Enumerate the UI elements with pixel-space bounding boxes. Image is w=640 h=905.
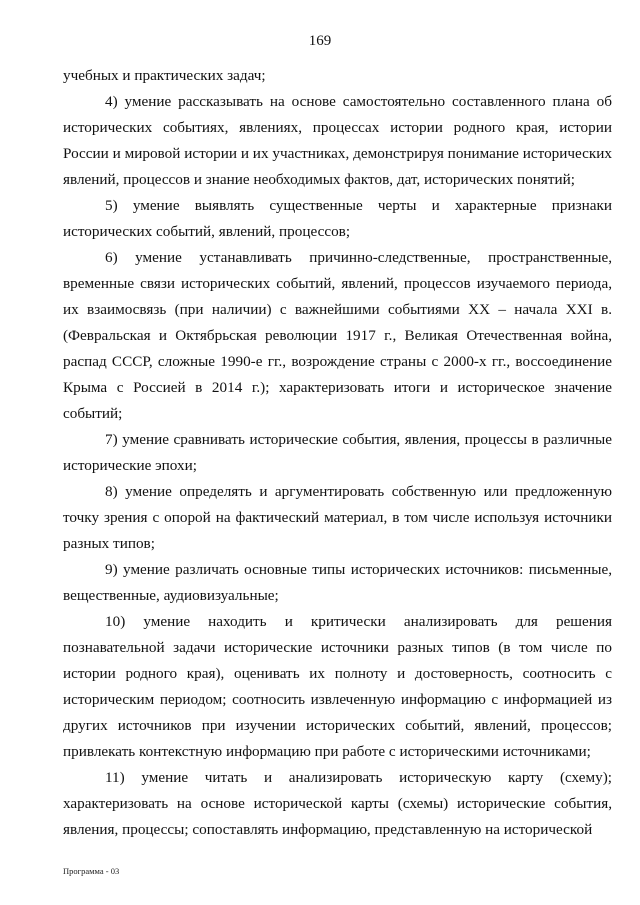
list-item-9: 9) умение различать основные типы исторических источников: письменные, вещественные, аудиовизуальные;: [63, 561, 612, 604]
paragraph-continuation: учебных и практических задач;: [63, 67, 266, 84]
list-item-4: 4) умение рассказывать на основе самостоятельно составленного плана об исторических событиях, явлениях, процессах истории родного края, истории России и мировой истории и их участниках, демонстрируя понимание исторических явлений, процессов и знание необходимых фактов, дат, исторических понятий;: [63, 93, 612, 188]
footer-label: Программа - 03: [63, 866, 120, 876]
list-item-8: 8) умение определять и аргументировать собственную или предложенную точку зрения с опорой на фактический материал, в том числе используя источники разных типов;: [63, 483, 612, 552]
list-item-7: 7) умение сравнивать исторические события, явления, процессы в различные исторические эпохи;: [63, 431, 612, 474]
list-item-10: 10) умение находить и критически анализировать для решения познавательной задачи исторические источники разных типов (в том числе по истории родного края), оценивать их полноту и достоверность, соотносить с историческим периодом; соотносить извлеченную информацию с информацией из других источников при изучении исторических событий, явлений, процессов; привлекать контекстную информацию при работе с историческими источниками;: [63, 613, 612, 760]
list-item-11: 11) умение читать и анализировать историческую карту (схему); характеризовать на основе исторической карты (схемы) исторические события, явления, процессы; сопоставлять информацию, представленную на исторической: [63, 769, 612, 838]
document-body: [63, 63, 612, 843]
list-item-6: 6) умение устанавливать причинно-следственные, пространственные, временные связи исторических событий, явлений, процессов изучаемого периода, их взаимосвязь (при наличии) с важнейшими событиями XX – начала XXI в. (Февральская и Октябрьская революции 1917 г., Великая Отечественная война, распад СССР, сложные 1990-е гг., возрождение страны с 2000-х гг., воссоединение Крыма с Россией в 2014 г.); характеризовать итоги и историческое значение событий;: [63, 249, 612, 422]
page-number: 169: [308, 33, 332, 49]
list-item-5: 5) умение выявлять существенные черты и характерные признаки исторических событий, явлений, процессов;: [63, 197, 612, 240]
